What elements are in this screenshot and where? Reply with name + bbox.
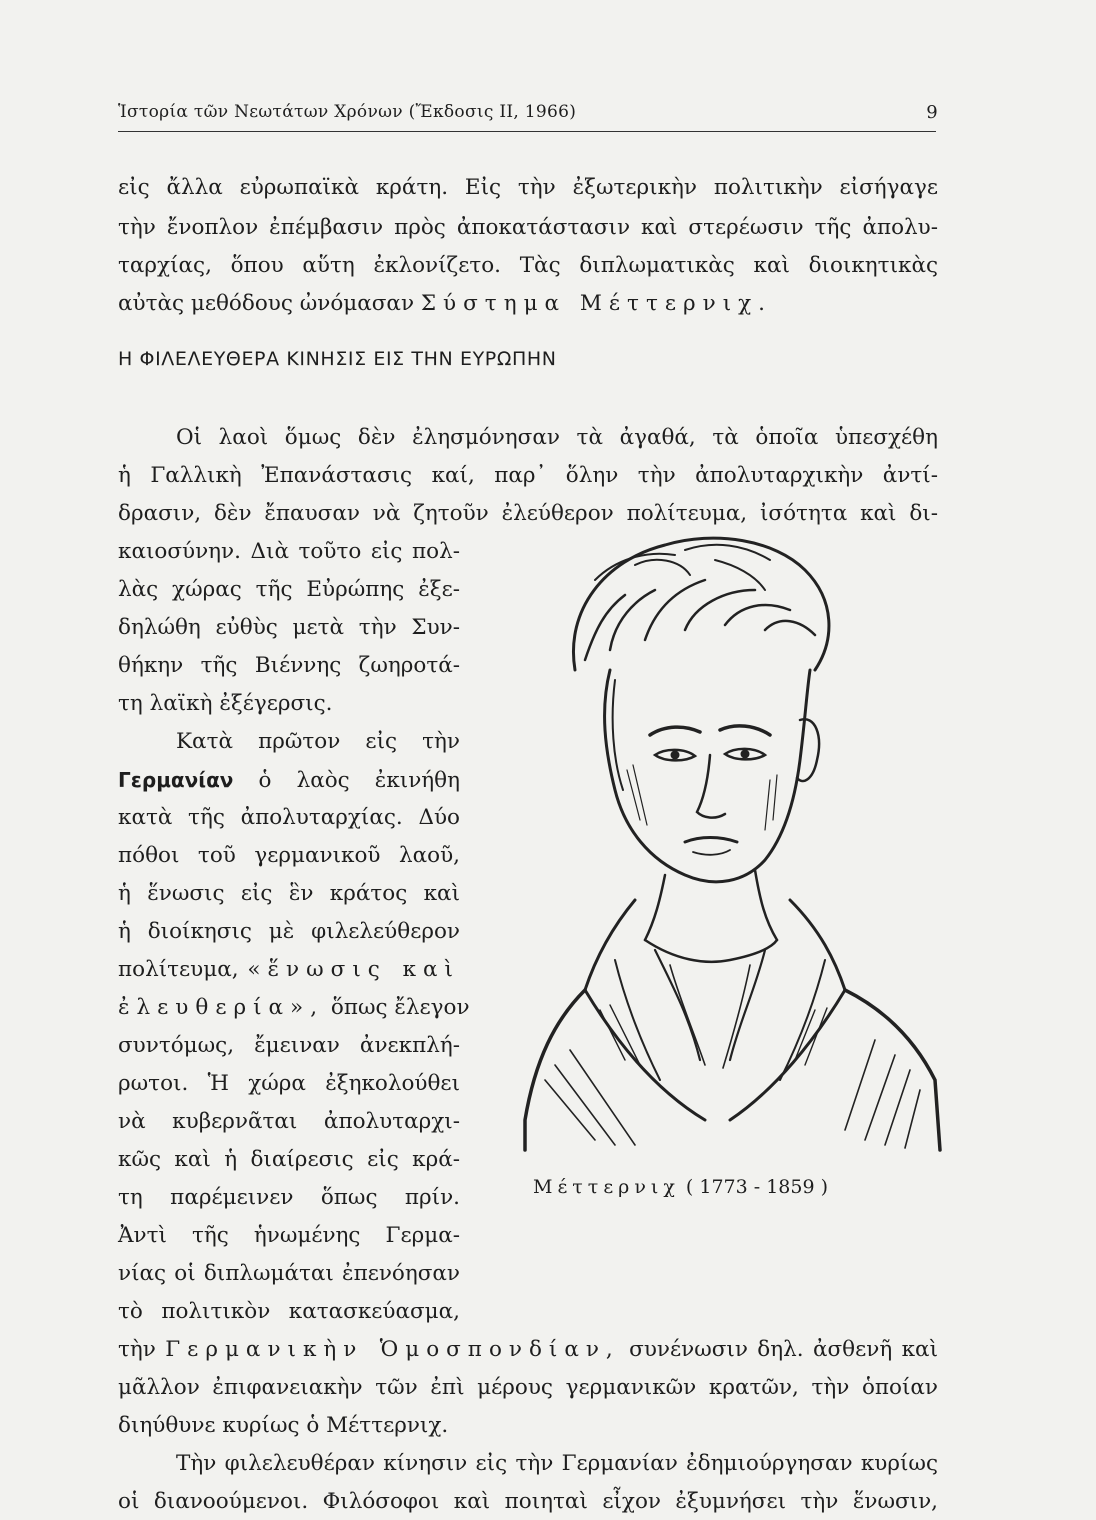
- text-line: τὸ πολιτικὸν κατασκεύασμα,: [118, 1299, 460, 1324]
- text-line: ἡ ἕνωσις εἰς ἓν κράτος καὶ: [118, 881, 460, 906]
- text-line: [118, 990, 470, 1026]
- emphasized-term: ἐλευθερία»,: [118, 995, 325, 1020]
- text-line: ρωτοι. Ἡ χώρα ἐξηκολούθει: [118, 1071, 460, 1096]
- emphasized-term: «ἕνωσις καὶ: [247, 957, 460, 982]
- text-line: νὰ κυβερνᾶται ἀπολυταρχι-: [118, 1109, 460, 1134]
- emphasized-term: Σύστημα Μέττερνιχ.: [420, 291, 772, 316]
- metternich-portrait: [515, 520, 945, 1160]
- text-span: αὐτὰς μεθόδους ὠνόμασαν: [118, 291, 415, 316]
- text-line: δηλώθη εὐθὺς μετὰ τὴν Συν-: [118, 615, 460, 640]
- text-line: ἡ διοίκησις μὲ φιλελεύθερον: [118, 919, 460, 944]
- figure-caption: [533, 1176, 828, 1198]
- text-span: τὴν: [118, 1337, 156, 1362]
- text-line: λὰς χώρας τῆς Εὐρώπης ἐξε-: [118, 577, 460, 602]
- text-line: ἡ Γαλλικὴ Ἐπανάστασις καί, παρ᾽ ὅλην τὴν ἀπολυταρχικὴν ἀντί-: [118, 463, 938, 488]
- text-line: [118, 1332, 938, 1368]
- text-line: οἱ διανοούμενοι. Φιλόσοφοι καὶ ποιηταὶ εἶχον ἐξυμνήσει τὴν ἕνωσιν,: [118, 1489, 938, 1514]
- caption-dates: ( 1773 - 1859 ): [685, 1176, 829, 1198]
- text-line: ταρχίας, ὅπου αὕτη ἐκλονίζετο. Τὰς διπλωματικὰς καὶ διοικητικὰς: [118, 253, 938, 278]
- text-line: καιοσύνην. Διὰ τοῦτο εἰς πολ-: [118, 539, 460, 564]
- running-head-title: Ἱστορία τῶν Νεωτάτων Χρόνων (Ἔκδοσις ΙΙ, 1966): [118, 102, 577, 122]
- text-line: Τὴν φιλελευθέραν κίνησιν εἰς τὴν Γερμανίαν ἐδημιούργησαν κυρίως: [176, 1451, 938, 1476]
- text-span: συνένωσιν δηλ. ἀσθενῆ καὶ: [629, 1337, 939, 1362]
- header-rule: [118, 131, 936, 132]
- text-line: συντόμως, ἔμειναν ἀνεκπλή-: [118, 1033, 460, 1058]
- emphasized-term: Γερμανικὴν Ὁμοσπονδίαν,: [165, 1337, 620, 1362]
- text-line: [118, 952, 460, 988]
- text-line: [118, 286, 938, 322]
- running-head: [118, 98, 938, 130]
- text-line: νίας οἱ διπλωμάται ἐπενόησαν: [118, 1261, 460, 1286]
- text-line: τη παρέμεινεν ὅπως πρίν.: [118, 1185, 460, 1210]
- text-line: [118, 762, 460, 798]
- text-span: πολίτευμα,: [118, 957, 239, 982]
- bold-term: Γερμανίαν: [118, 768, 234, 792]
- text-line: Οἱ λαοὶ ὅμως δὲν ἐλησμόνησαν τὰ ἀγαθά, τὰ ὁποῖα ὑπεσχέθη: [176, 425, 938, 450]
- text-line: εἰς ἄλλα εὐρωπαϊκὰ κράτη. Εἰς τὴν ἐξωτερικὴν πολιτικὴν εἰσήγαγε: [118, 175, 938, 200]
- text-line: Κατὰ πρῶτον εἰς τὴν: [176, 729, 460, 754]
- text-line: τὴν ἔνοπλον ἐπέμβασιν πρὸς ἀποκατάστασιν καὶ στερέωσιν τῆς ἀπολυ-: [118, 215, 938, 240]
- caption-name: Μέττερνιχ: [533, 1176, 680, 1198]
- text-line: κῶς καὶ ἡ διαίρεσις εἰς κρά-: [118, 1147, 460, 1172]
- page-number: 9: [926, 102, 938, 123]
- text-line: πόθοι τοῦ γερμανικοῦ λαοῦ,: [118, 843, 460, 868]
- text-span: ὅπως ἔλεγον: [330, 995, 470, 1020]
- text-line: Ἀντὶ τῆς ἡνωμένης Γερμα-: [118, 1223, 460, 1248]
- section-heading: Η ΦΙΛΕΛΕΥΘΕΡΑ ΚΙΝΗΣΙΣ ΕΙΣ ΤΗΝ ΕΥΡΩΠΗΝ: [118, 348, 557, 370]
- text-line: δρασιν, δὲν ἔπαυσαν νὰ ζητοῦν ἐλεύθερον πολίτευμα, ἰσότητα καὶ δι-: [118, 501, 938, 526]
- text-line: διηύθυνε κυρίως ὁ Μέττερνιχ.: [118, 1413, 449, 1438]
- text-line: τη λαϊκὴ ἐξέγερσις.: [118, 691, 333, 716]
- text-line: μᾶλλον ἐπιφανειακὴν τῶν ἐπὶ μέρους γερμανικῶν κρατῶν, τὴν ὁποίαν: [118, 1375, 938, 1400]
- text-span: ὁ λαὸς ἐκινήθη: [258, 768, 460, 793]
- text-line: θήκην τῆς Βιέννης ζωηροτά-: [118, 653, 460, 678]
- text-line: κατὰ τῆς ἀπολυταρχίας. Δύο: [118, 805, 460, 830]
